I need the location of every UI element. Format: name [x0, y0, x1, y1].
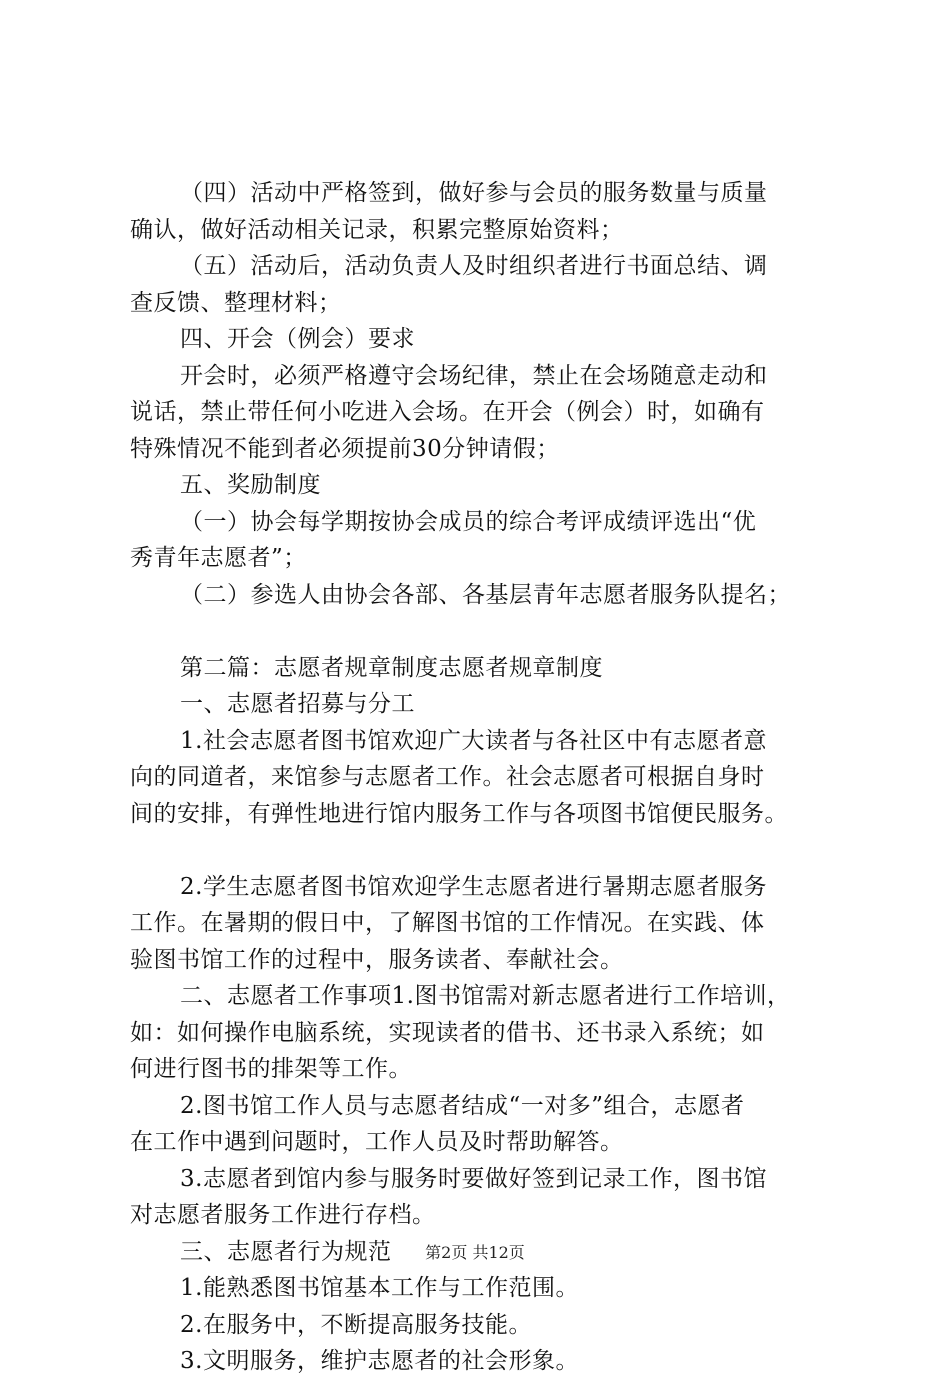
text-line: 3.志愿者到馆内参与服务时要做好签到记录工作，图书馆: [180, 1165, 767, 1192]
text-line: 第二篇：志愿者规章制度志愿者规章制度: [180, 654, 603, 681]
text-line: 开会时，必须严格遵守会场纪律，禁止在会场随意走动和: [180, 362, 768, 389]
text-line: 查反馈、整理材料；: [130, 289, 342, 316]
text-line: 一、志愿者招募与分工: [180, 691, 415, 717]
blank-line: [130, 613, 845, 650]
text-line: 特殊情况不能到者必须提前30分钟请假；: [130, 435, 560, 462]
text-line: 2.学生志愿者图书馆欢迎学生志愿者进行暑期志愿者服务: [180, 873, 767, 900]
blank-line: [130, 832, 845, 869]
text-line: 秀青年志愿者”；: [130, 545, 307, 571]
text-line: 2.图书馆工作人员与志愿者结成“一对多”组合，志愿者: [180, 1092, 745, 1119]
text-line: （一）协会每学期按协会成员的综合考评成绩评选出“优: [180, 508, 757, 535]
text-line: 2.在服务中，不断提高服务技能。: [180, 1311, 532, 1338]
text-line: 1.能熟悉图书馆基本工作与工作范围。: [180, 1275, 579, 1301]
text-line: 3.文明服务，维护志愿者的社会形象。: [180, 1348, 579, 1374]
text-line: 何进行图书的排架等工作。: [130, 1056, 412, 1082]
text-line: 对志愿者服务工作进行存档。: [130, 1202, 436, 1228]
text-line: 向的同道者，来馆参与志愿者工作。社会志愿者可根据自身时: [130, 764, 765, 790]
text-line: 二、志愿者工作事项1.图书馆需对新志愿者进行工作培训，: [180, 983, 791, 1009]
text-line: 确认，做好活动相关记录，积累完整原始资料；: [130, 216, 624, 243]
text-line: （四）活动中严格签到，做好参与会员的服务数量与质量: [180, 180, 768, 206]
text-line: 五、奖励制度: [180, 472, 321, 498]
text-line: 间的安排，有弹性地进行馆内服务工作与各项图书馆便民服务。: [130, 800, 788, 827]
page-footer: 第2页 共12页: [425, 1243, 525, 1262]
text-line: 三、志愿者行为规范: [180, 1238, 392, 1265]
text-line: 四、开会（例会）要求: [180, 326, 415, 352]
text-line: 1.社会志愿者图书馆欢迎广大读者与各社区中有志愿者意: [180, 727, 767, 754]
text-line: 在工作中遇到问题时，工作人员及时帮助解答。: [130, 1129, 624, 1155]
text-line: （二）参选人由协会各部、各基层青年志愿者服务队提名；: [180, 581, 791, 608]
text-line: 如：如何操作电脑系统，实现读者的借书、还书录入系统；如: [130, 1019, 765, 1046]
text-line: 工作。在暑期的假日中，了解图书馆的工作情况。在实践、体: [130, 910, 765, 936]
text-line: （五）活动后，活动负责人及时组织者进行书面总结、调: [180, 253, 768, 279]
text-line: 说话，禁止带任何小吃进入会场。在开会（例会）时，如确有: [130, 399, 765, 425]
text-line: 验图书馆工作的过程中，服务读者、奉献社会。: [130, 946, 624, 973]
document-body: [130, 175, 845, 1380]
